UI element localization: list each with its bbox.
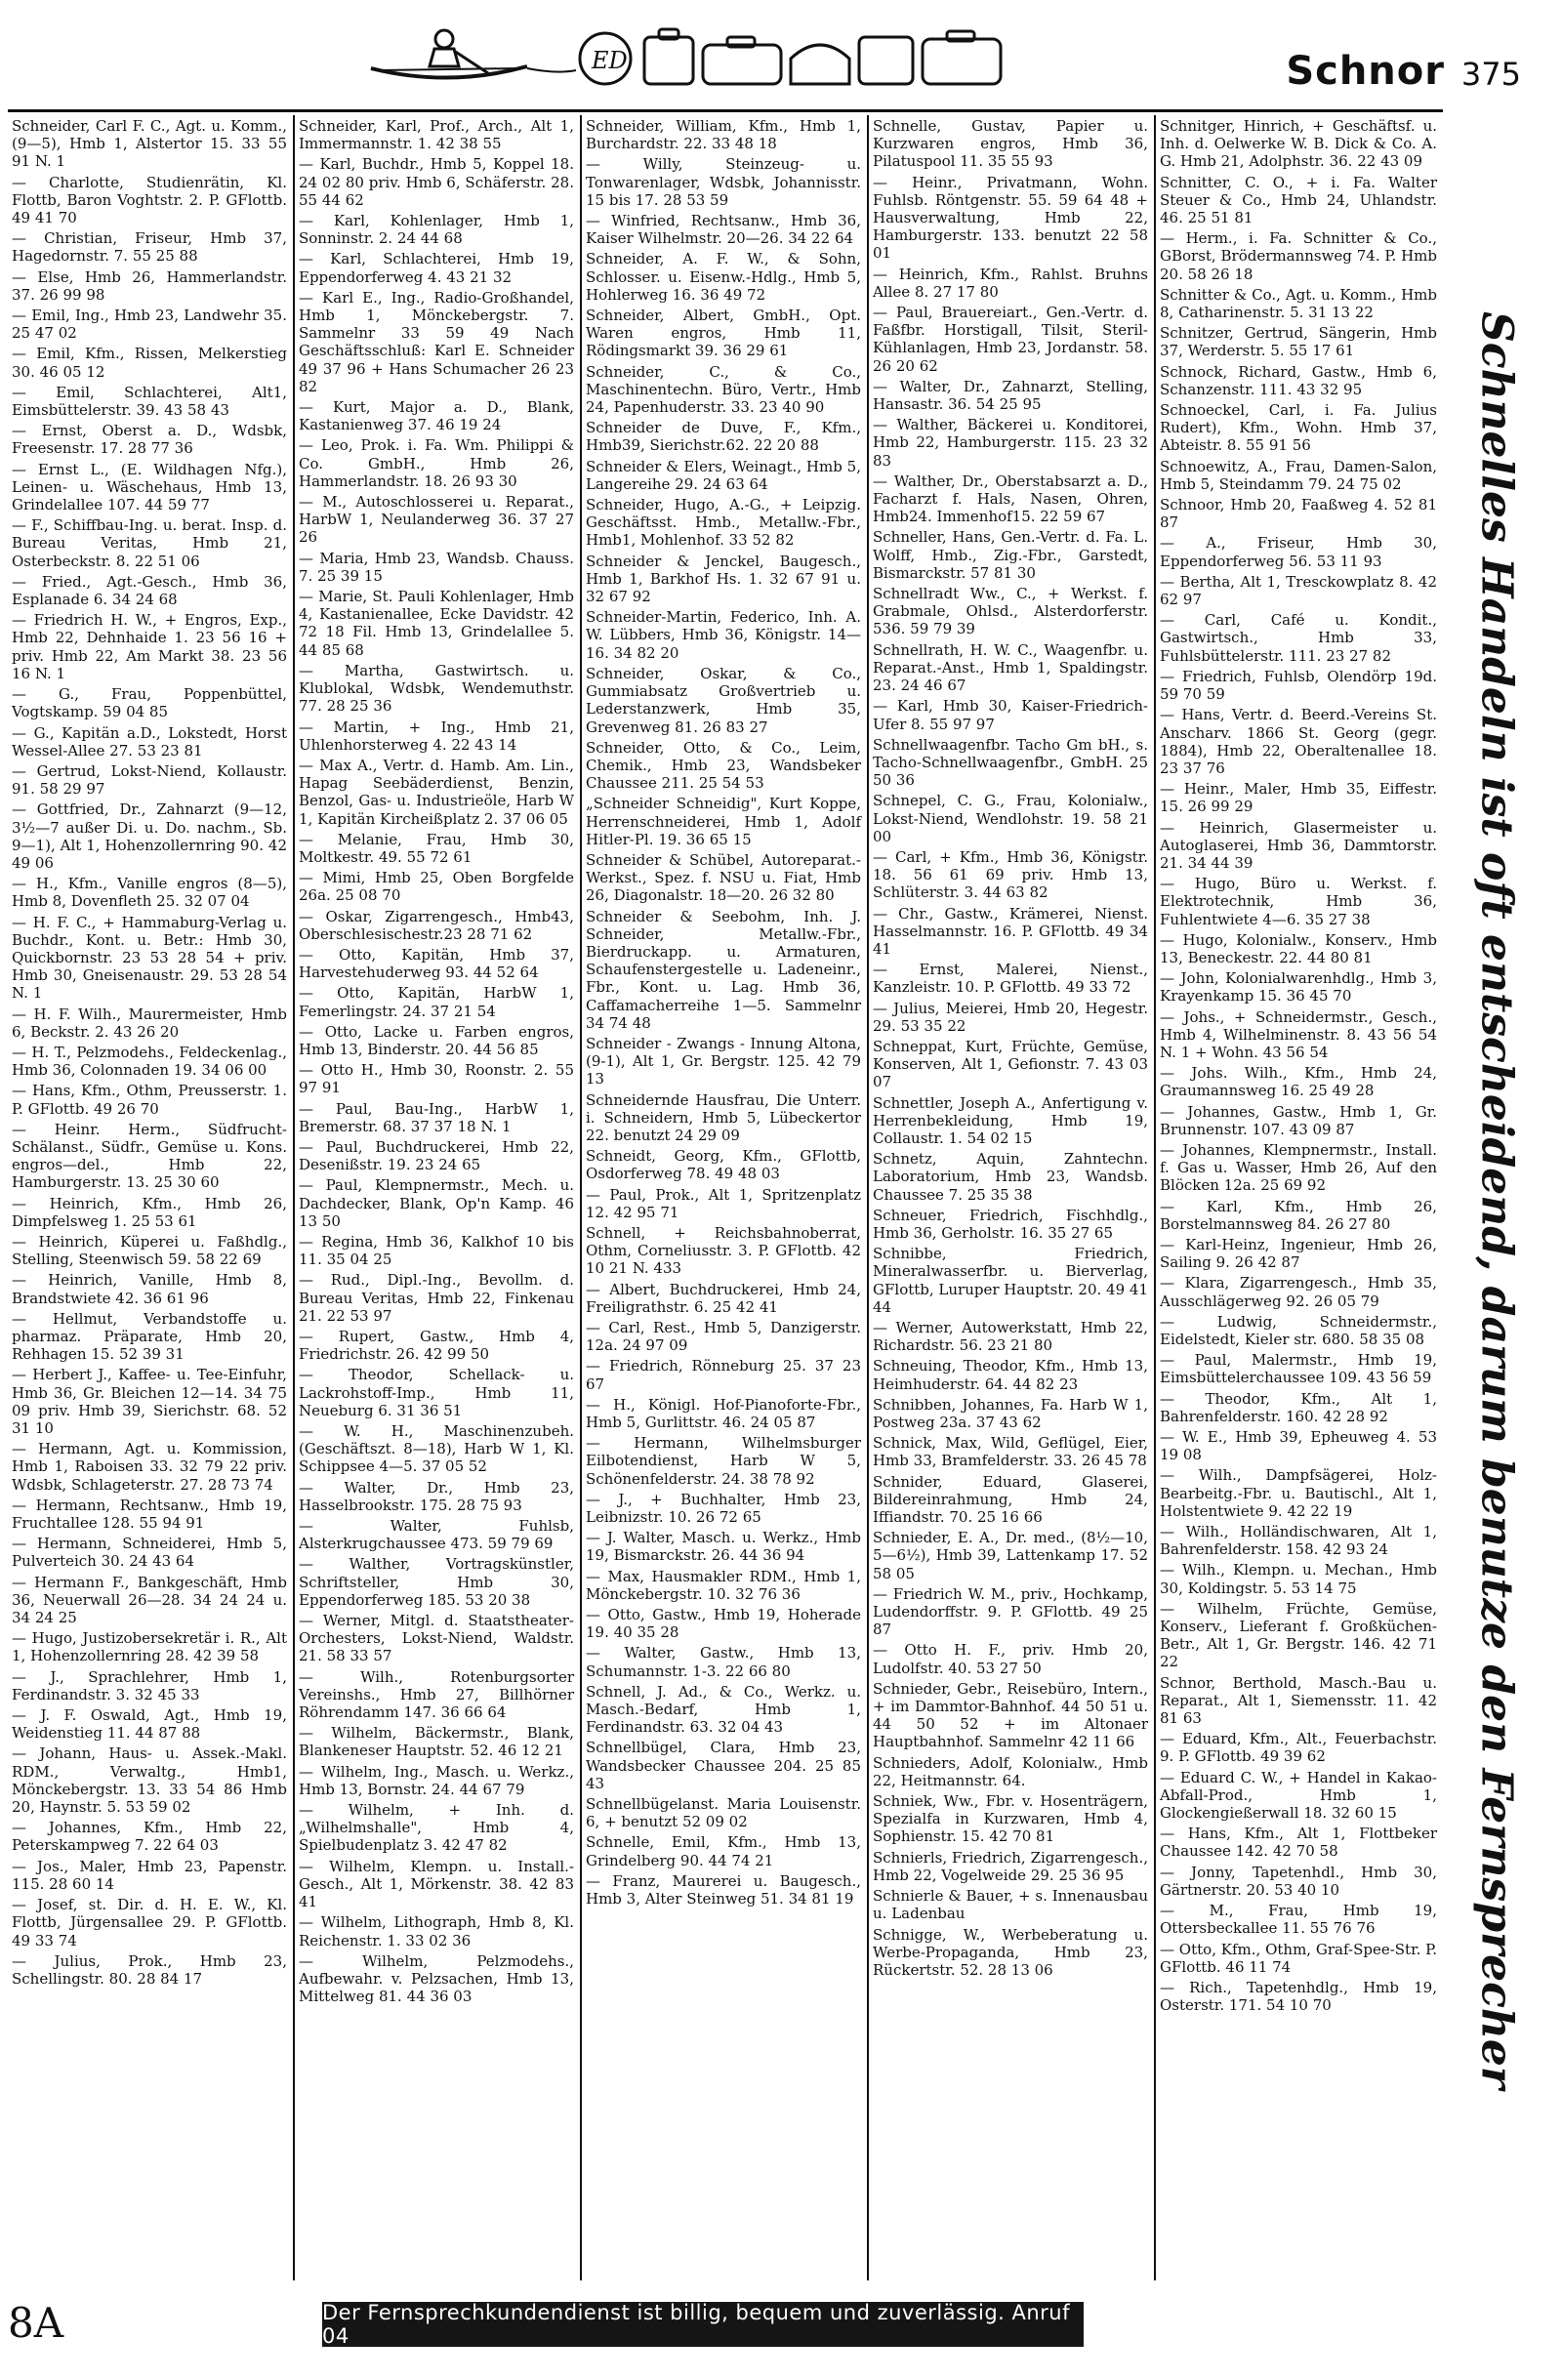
directory-entry: — Eduard C. W., + Handel in Kakao-Abfall-Prod., Hmb 1, Glockengießerwall 18. 32 60 15 bbox=[1160, 1768, 1437, 1823]
page-header bbox=[0, 0, 1562, 117]
directory-entry: — Rich., Tapetenhdlg., Hmb 19, Osterstr. 171. 54 10 70 bbox=[1160, 1978, 1437, 2015]
directory-entry: — Charlotte, Studienrätin, Kl. Flottb, Baron Voghtstr. 2. P. GFlottb. 49 41 70 bbox=[12, 173, 287, 227]
directory-entry: — Wilh., Dampfsägerei, Holz-Bearbeitg.-Fbr. u. Bautischl., Alt 1, Holstentwiete 9. 42 22 19 bbox=[1160, 1466, 1437, 1520]
directory-entry: Schneider, Albert, GmbH., Opt. Waren engros, Hmb 11, Rödingsmarkt 39. 36 29 61 bbox=[586, 307, 861, 360]
directory-entry: Schnieder, E. A., Dr. med., (8½—10, 5—6½), Hmb 39, Lattenkamp 17. 52 58 05 bbox=[873, 1529, 1148, 1582]
directory-entry: — Carl, Rest., Hmb 5, Danzigerstr. 12a. 24 97 09 bbox=[586, 1319, 861, 1355]
directory-entry: — Josef, st. Dir. d. H. E. W., Kl. Flottb, Jürgensallee 29. P. GFlottb. 49 33 74 bbox=[12, 1896, 287, 1949]
directory-entry: — Walther, Vortragskünstler, Schriftsteller, Hmb 30, Eppendorferweg 185. 53 20 38 bbox=[299, 1555, 574, 1609]
directory-entry: — Karl, Buchdr., Hmb 5, Koppel 18. 24 02 80 priv. Hmb 6, Schäferstr. 28. 55 44 62 bbox=[299, 155, 574, 209]
directory-entry: — Walther, Dr., Oberstabsarzt a. D., Facharzt f. Hals, Nasen, Ohren, Hmb24. Immenhof15. 22 59 67 bbox=[873, 472, 1148, 526]
directory-entry: — W. E., Hmb 39, Epheuweg 4. 53 19 08 bbox=[1160, 1428, 1437, 1464]
directory-entry: Schneider, Oskar, & Co., Gummiabsatz Großvertrieb u. Lederstanzwerk, Hmb 35, Grevenweg 81. 26 83 27 bbox=[586, 664, 861, 736]
directory-entry: — A., Friseur, Hmb 30, Eppendorferweg 56. 53 11 93 bbox=[1160, 534, 1437, 570]
directory-entry: Schnitzer, Gertrud, Sängerin, Hmb 37, Werderstr. 5. 55 17 61 bbox=[1160, 324, 1437, 360]
directory-entry: — Theodor, Kfm., Alt 1, Bahrenfelderstr. 160. 42 28 92 bbox=[1160, 1389, 1437, 1425]
directory-entry: — Wilhelm, Lithograph, Hmb 8, Kl. Reichenstr. 1. 33 02 36 bbox=[299, 1913, 574, 1949]
directory-entry: — Johann, Haus- u. Assek.-Makl. RDM., Verwaltg., Hmb1, Mönckebergstr. 13. 33 54 86 Hmb 20, Haynstr. 5. 53 59 02 bbox=[12, 1744, 287, 1817]
directory-entry: — Hugo, Büro u. Werkst. f. Elektrotechnik, Hmb 36, Fuhlentwiete 4—6. 35 27 38 bbox=[1160, 875, 1437, 928]
directory-entry: — M., Autoschlosserei u. Reparat., HarbW 1, Neulanderweg 36. 37 27 26 bbox=[299, 493, 574, 547]
directory-entry: — Leo, Prok. i. Fa. Wm. Philippi & Co. GmbH., Hmb 26, Hammerlandstr. 18. 26 93 30 bbox=[299, 436, 574, 490]
directory-entry: — Heinr., Privatmann, Wohn. Fuhlsb. Röntgenstr. 55. 59 64 48 + Hausverwaltung, Hmb 22, Hamburgerstr. 133. benutzt 22 58 01 bbox=[873, 173, 1148, 263]
directory-entry: — Oskar, Zigarrengesch., Hmb43, Oberschlesischestr.23 28 71 62 bbox=[299, 907, 574, 943]
directory-entry: — John, Kolonialwarenhdlg., Hmb 3, Krayenkamp 15. 36 45 70 bbox=[1160, 969, 1437, 1005]
directory-entry: — Bertha, Alt 1, Tresckowplatz 8. 42 62 97 bbox=[1160, 572, 1437, 609]
directory-entry: — Wilh., Holländischwaren, Alt 1, Bahrenfelderstr. 158. 42 93 24 bbox=[1160, 1523, 1437, 1559]
directory-entry: — Chr., Gastw., Krämerei, Nienst. Hasselmannstr. 16. P. GFlottb. 49 34 41 bbox=[873, 904, 1148, 958]
directory-entry: — J., + Buchhalter, Hmb 23, Leibnizstr. 10. 26 72 65 bbox=[586, 1490, 861, 1527]
directory-entry: — Werner, Mitgl. d. Staatstheater-Orchesters, Lokst-Niend, Waldstr. 21. 58 33 57 bbox=[299, 1612, 574, 1665]
directory-entry: — Otto H. F., priv. Hmb 20, Ludolfstr. 40. 53 27 50 bbox=[873, 1641, 1148, 1677]
directory-entry: — Gottfried, Dr., Zahnarzt (9—12, 3½—7 außer Di. u. Do. nachm., Sb. 9—1), Alt 1, Hohenzollernring 90. 42 49 06 bbox=[12, 800, 287, 872]
directory-entry: — Walter, Gastw., Hmb 13, Schumannstr. 1-3. 22 66 80 bbox=[586, 1644, 861, 1680]
directory-entry: Schneider & Schübel, Autoreparat.-Werkst., Spez. f. NSU u. Fiat, Hmb 26, Diagonalstr. 18—20. 26 32 80 bbox=[586, 850, 861, 905]
sidebar-slogan: Schnelles Handeln ist oft entscheidend, darum benutze den Fernsprecher bbox=[1471, 311, 1522, 2090]
directory-entry: — Walther, Bäckerei u. Konditorei, Hmb 22, Hamburgerstr. 115. 23 32 83 bbox=[873, 416, 1148, 470]
directory-entry: — Otto, Kapitän, Hmb 37, Harvestehuderweg 93. 44 52 64 bbox=[299, 945, 574, 982]
footer-page-label: 8A bbox=[8, 2299, 64, 2347]
directory-column bbox=[295, 115, 582, 2280]
directory-entry: Schnider, Eduard, Glaserei, Bildereinrahmung, Hmb 24, Iffiandstr. 70. 25 16 66 bbox=[873, 1472, 1148, 1527]
directory-entry: — Hermann, Rechtsanw., Hmb 19, Fruchtallee 128. 55 94 91 bbox=[12, 1496, 287, 1533]
directory-entry: — Heinrich, Vanille, Hmb 8, Brandstwiete 42. 36 61 96 bbox=[12, 1271, 287, 1307]
directory-entry: — Wilhelm, Klempn. u. Install.-Gesch., Alt 1, Mörkenstr. 38. 42 83 41 bbox=[299, 1857, 574, 1911]
directory-entry: — Franz, Maurerei u. Baugesch., Hmb 3, Alter Steinweg 51. 34 81 19 bbox=[586, 1871, 861, 1908]
directory-entry: — Hermann, Schneiderei, Hmb 5, Pulverteich 30. 24 43 64 bbox=[12, 1535, 287, 1571]
directory-columns bbox=[8, 115, 1443, 2280]
directory-entry: — F., Schiffbau-Ing. u. berat. Insp. d. Bureau Veritas, Hmb 21, Osterbeckstr. 8. 22 51 06 bbox=[12, 516, 287, 570]
directory-entry: Schnibben, Johannes, Fa. Harb W 1, Postweg 23a. 37 43 62 bbox=[873, 1395, 1148, 1432]
directory-entry: Schnellrath, H. W. C., Waagenfbr. u. Reparat.-Anst., Hmb 1, Spaldingstr. 23. 24 46 67 bbox=[873, 640, 1148, 695]
directory-entry: — Julius, Prok., Hmb 23, Schellingstr. 80. 28 84 17 bbox=[12, 1951, 287, 1988]
directory-entry: — Hans, Kfm., Alt 1, Flottbeker Chaussee 142. 42 70 58 bbox=[1160, 1825, 1437, 1861]
directory-entry: — Winfried, Rechtsanw., Hmb 36, Kaiser Wilhelmstr. 20—26. 34 22 64 bbox=[586, 212, 861, 248]
directory-entry: — H. F. C., + Hammaburg-Verlag u. Buchdr., Kont. u. Betr.: Hmb 30, Quickbornstr. 23 53 28 54 + priv. Hmb 30, Gneisenaustr. 29. 53 28 54 N. 1 bbox=[12, 913, 287, 1003]
directory-entry: Schnell, + Reichsbahnoberrat, Othm, Corneliusstr. 3. P. GFlottb. 42 10 21 N. 433 bbox=[586, 1223, 861, 1278]
directory-entry: — Wilhelm, Früchte, Gemüse, Konserv., Lieferant f. Großküchen-Betr., Alt 1, Gr. Bergstr. 146. 42 71 22 bbox=[1160, 1599, 1437, 1671]
directory-entry: — M., Frau, Hmb 19, Ottersbeckallee 11. 55 76 76 bbox=[1160, 1902, 1437, 1938]
directory-column bbox=[8, 115, 295, 2280]
monogram-text: ED bbox=[592, 47, 628, 74]
directory-entry: Schneider, C., & Co., Maschinentechn. Büro, Vertr., Hmb 24, Papenhuderstr. 33. 23 40 90 bbox=[586, 362, 861, 417]
directory-entry: — Karl, Kfm., Hmb 26, Borstelmannsweg 84. 26 27 80 bbox=[1160, 1197, 1437, 1233]
directory-entry: — Hermann F., Bankgeschäft, Hmb 36, Neuerwall 26—28. 34 24 24 u. 34 24 25 bbox=[12, 1573, 287, 1627]
directory-entry: Schnellradt Ww., C., + Werkst. f. Grabmale, Ohlsd., Alsterdorferstr. 536. 59 79 39 bbox=[873, 585, 1148, 638]
directory-entry: Schnettler, Joseph A., Anfertigung v. Herrenbekleidung, Hmb 19, Collaustr. 1. 54 02 15 bbox=[873, 1093, 1148, 1147]
directory-entry: — W. H., Maschinenzubeh. (Geschäftszt. 8—18), Harb W 1, Kl. Schippsee 4—5. 37 05 52 bbox=[299, 1422, 574, 1476]
directory-entry: Schnitter & Co., Agt. u. Komm., Hmb 8, Catharinenstr. 5. 31 13 22 bbox=[1160, 285, 1437, 322]
directory-entry: — Klara, Zigarrengesch., Hmb 35, Ausschlägerweg 92. 26 05 79 bbox=[1160, 1274, 1437, 1310]
directory-entry: — Mimi, Hmb 25, Oben Borgfelde 26a. 25 08 70 bbox=[299, 869, 574, 905]
directory-entry: Schnierle & Bauer, + s. Innenausbau u. Ladenbau bbox=[873, 1887, 1148, 1923]
directory-entry: — Heinr. Herm., Südfrucht-Schälanst., Südfr., Gemüse u. Kons. engros—del., Hmb 22, Hamburgerstr. 13. 25 30 60 bbox=[12, 1120, 287, 1192]
directory-entry: — Paul, Prok., Alt 1, Spritzenplatz 12. 42 95 71 bbox=[586, 1185, 861, 1221]
directory-entry: — Wilh., Rotenburgsorter Vereinshs., Hmb 27, Billhörner Röhrendamm 147. 36 66 64 bbox=[299, 1667, 574, 1722]
directory-entry: — Johannes, Kfm., Hmb 22, Peterskampweg 7. 22 64 03 bbox=[12, 1819, 287, 1855]
directory-entry: — Jonny, Tapetenhdl., Hmb 30, Gärtnerstr. 20. 53 40 10 bbox=[1160, 1863, 1437, 1899]
footer-banner: Der Fernsprechkundendienst ist billig, bequem und zuverlässig. Anruf 04 bbox=[322, 2302, 1084, 2347]
directory-entry: — H., Kfm., Vanille engros (8—5), Hmb 8, Dovenfleth 25. 32 07 04 bbox=[12, 875, 287, 911]
directory-entry: Schnellwaagenfbr. Tacho Gm bH., s. Tacho-Schnellwaagenfbr., GmbH. 25 50 36 bbox=[873, 735, 1148, 790]
directory-entry: — Paul, Buchdruckerei, Hmb 22, Desenißstr. 19. 23 24 65 bbox=[299, 1137, 574, 1174]
directory-entry: — Jos., Maler, Hmb 23, Papenstr. 115. 28 60 14 bbox=[12, 1857, 287, 1893]
directory-entry: — Heinrich, Kfm., Rahlst. Bruhns Allee 8. 27 17 80 bbox=[873, 265, 1148, 301]
directory-entry: Schnetz, Aquin, Zahntechn. Laboratorium, Hmb 23, Wandsb. Chaussee 7. 25 35 38 bbox=[873, 1150, 1148, 1204]
directory-entry: — Otto, Kfm., Othm, Graf-Spee-Str. P. GFlottb. 46 11 74 bbox=[1160, 1940, 1437, 1976]
directory-entry: Schnell, J. Ad., & Co., Werkz. u. Masch.-Bedarf, Hmb 1, Ferdinandstr. 63. 32 04 43 bbox=[586, 1682, 861, 1737]
directory-entry: — Max A., Vertr. d. Hamb. Am. Lin., Hapag Seebäderdienst, Benzin, Benzol, Gas- u. Industrieöle, Harb W 1, Kapitän Kircheißplatz 2. 37 06 05 bbox=[299, 756, 574, 828]
directory-entry: — Johannes, Klempnermstr., Install. f. Gas u. Wasser, Hmb 26, Auf den Blöcken 12a. 25 69 92 bbox=[1160, 1140, 1437, 1195]
directory-entry: — Max, Hausmakler RDM., Hmb 1, Mönckebergstr. 10. 32 76 36 bbox=[586, 1567, 861, 1603]
directory-column bbox=[582, 115, 869, 2280]
directory-entry: — Rupert, Gastw., Hmb 4, Friedrichstr. 26. 42 99 50 bbox=[299, 1328, 574, 1364]
directory-entry: — Ernst, Malerei, Nienst., Kanzleistr. 10. P. GFlottb. 49 33 72 bbox=[873, 961, 1148, 997]
directory-column bbox=[869, 115, 1156, 2280]
directory-entry: — Albert, Buchdruckerei, Hmb 24, Freiligrathstr. 6. 25 42 41 bbox=[586, 1280, 861, 1316]
directory-entry: Schneider, Carl F. C., Agt. u. Komm., (9—5), Hmb 1, Alstertor 15. 33 55 91 N. 1 bbox=[12, 117, 287, 171]
directory-entry: — Ernst L., (E. Wildhagen Nfg.), Leinen- u. Wäschehaus, Hmb 13, Grindelallee 107. 44 59 77 bbox=[12, 460, 287, 514]
directory-entry: Schneider de Duve, F., Kfm., Hmb39, Sierichstr.62. 22 20 88 bbox=[586, 419, 861, 455]
sidebar-slogan-area bbox=[1443, 127, 1550, 2275]
directory-entry: Schnoor, Hmb 20, Faaßweg 4. 52 81 87 bbox=[1160, 496, 1437, 532]
directory-entry: Schneider, Karl, Prof., Arch., Alt 1, Immermannstr. 1. 42 38 55 bbox=[299, 117, 574, 153]
directory-entry: — G., Frau, Poppenbüttel, Vogtskamp. 59 04 85 bbox=[12, 685, 287, 721]
directory-entry: Schnitger, Hinrich, + Geschäftsf. u. Inh. d. Oelwerke W. B. Dick & Co. A. G. Hmb 21, Adolphstr. 36. 22 43 09 bbox=[1160, 117, 1437, 171]
directory-entry: — Kurt, Major a. D., Blank, Kastanienweg 37. 46 19 24 bbox=[299, 398, 574, 434]
directory-entry: — Johs. Wilh., Kfm., Hmb 24, Graumannsweg 16. 25 49 28 bbox=[1160, 1064, 1437, 1100]
directory-entry: — Karl, Hmb 30, Kaiser-Friedrich-Ufer 8. 55 97 97 bbox=[873, 697, 1148, 733]
directory-entry: — H. F. Wilh., Maurermeister, Hmb 6, Beckstr. 2. 43 26 20 bbox=[12, 1005, 287, 1041]
directory-entry: — Otto H., Hmb 30, Roonstr. 2. 55 97 91 bbox=[299, 1061, 574, 1097]
directory-entry: Schneidernde Hausfrau, Die Unterr. i. Schneidern, Hmb 5, Lübeckertor 22. benutzt 24 29 09 bbox=[586, 1090, 861, 1144]
directory-entry: — Ernst, Oberst a. D., Wdsbk, Freesenstr. 17. 28 77 36 bbox=[12, 422, 287, 458]
directory-entry: Schneider-Martin, Federico, Inh. A. W. Lübbers, Hmb 36, Königstr. 14—16. 34 82 20 bbox=[586, 608, 861, 662]
directory-entry: — Wilhelm, Ing., Masch. u. Werkz., Hmb 13, Bornstr. 24. 44 67 79 bbox=[299, 1762, 574, 1798]
directory-entry: — Martin, + Ing., Hmb 21, Uhlenhorsterweg 4. 22 43 14 bbox=[299, 718, 574, 754]
directory-entry: — Otto, Kapitän, HarbW 1, Femerlingstr. 24. 37 21 54 bbox=[299, 984, 574, 1020]
directory-entry: — Wilh., Klempn. u. Mechan., Hmb 30, Koldingstr. 5. 53 14 75 bbox=[1160, 1561, 1437, 1597]
directory-entry: — Paul, Malermstr., Hmb 19, Eimsbüttelerchaussee 109. 43 56 59 bbox=[1160, 1351, 1437, 1387]
directory-entry: — Walter, Fuhlsb, Alsterkrugchaussee 473. 59 79 69 bbox=[299, 1517, 574, 1553]
directory-entry: — Friedrich, Rönneburg 25. 37 23 67 bbox=[586, 1357, 861, 1393]
directory-entry: — Else, Hmb 26, Hammerlandstr. 37. 26 99 98 bbox=[12, 267, 287, 304]
directory-entry: — Herbert J., Kaffee- u. Tee-Einfuhr, Hmb 36, Gr. Bleichen 12—14. 34 75 09 priv. Hmb 39, Sierichstr. 68. 52 31 10 bbox=[12, 1366, 287, 1438]
directory-entry: — Melanie, Frau, Hmb 30, Moltkestr. 49. 55 72 61 bbox=[299, 830, 574, 866]
directory-entry: Schneuer, Friedrich, Fischhdlg., Hmb 36, Gerholstr. 16. 35 27 65 bbox=[873, 1206, 1148, 1242]
directory-entry: Schneidt, Georg, Kfm., GFlottb, Osdorferweg 78. 49 48 03 bbox=[586, 1147, 861, 1183]
directory-entry: Schneider, Hugo, A.-G., + Leipzig. Geschäftsst. Hmb., Metallw.-Fbr., Hmb1, Mohlenhof. 33 52 82 bbox=[586, 496, 861, 550]
directory-entry: — Hans, Kfm., Othm, Preusserstr. 1. P. GFlottb. 49 26 70 bbox=[12, 1082, 287, 1118]
directory-entry: — Eduard, Kfm., Alt., Feuerbachstr. 9. P. GFlottb. 49 39 62 bbox=[1160, 1730, 1437, 1766]
directory-entry: Schneider, A. F. W., & Sohn, Schlosser. u. Eisenw.-Hdlg., Hmb 5, Hohlerweg 16. 36 49 72 bbox=[586, 250, 861, 304]
directory-entry: Schnellbügelanst. Maria Louisenstr. 6, + benutzt 52 09 02 bbox=[586, 1795, 861, 1831]
directory-entry: — J. Walter, Masch. u. Werkz., Hmb 19, Bismarckstr. 26. 44 36 94 bbox=[586, 1529, 861, 1565]
directory-entry: — Hugo, Kolonialw., Konserv., Hmb 13, Beneckestr. 22. 44 80 81 bbox=[1160, 930, 1437, 966]
directory-entry: — Regina, Hmb 36, Kalkhof 10 bis 11. 35 04 25 bbox=[299, 1232, 574, 1269]
directory-entry: Schnor, Berthold, Masch.-Bau u. Reparat., Alt 1, Siemensstr. 11. 42 81 63 bbox=[1160, 1673, 1437, 1728]
directory-entry: — Walter, Dr., Hmb 23, Hasselbrookstr. 175. 28 75 93 bbox=[299, 1478, 574, 1514]
directory-entry: — Otto, Lacke u. Farben engros, Hmb 13, Binderstr. 20. 44 56 85 bbox=[299, 1022, 574, 1058]
directory-entry: — Karl, Schlachterei, Hmb 19, Eppendorferweg 4. 43 21 32 bbox=[299, 250, 574, 286]
directory-entry: — Willy, Steinzeug- u. Tonwarenlager, Wdsbk, Johannisstr. 15 bis 17. 28 53 59 bbox=[586, 155, 861, 209]
directory-entry: Schnierls, Friedrich, Zigarrengesch., Hmb 22, Vogelweide 29. 25 36 95 bbox=[873, 1848, 1148, 1884]
directory-entry: — Hermann, Agt. u. Kommission, Hmb 1, Raboisen 33. 32 79 22 priv. Wdsbk, Schlageterstr. 27. 28 73 74 bbox=[12, 1440, 287, 1494]
directory-entry: — Hermann, Wilhelmsburger Eilbotendienst, Harb W 5, Schönenfelderstr. 24. 38 78 92 bbox=[586, 1434, 861, 1488]
directory-entry: — Emil, Kfm., Rissen, Melkerstieg 30. 46 05 12 bbox=[12, 345, 287, 381]
directory-entry: — J. F. Oswald, Agt., Hmb 19, Weidenstieg 11. 44 87 88 bbox=[12, 1706, 287, 1743]
directory-entry: — Rud., Dipl.-Ing., Bevollm. d. Bureau Veritas, Hmb 22, Finkenau 21. 22 53 97 bbox=[299, 1271, 574, 1325]
directory-entry: Schneller, Hans, Gen.-Vertr. d. Fa. L. Wolff, Hmb., Zig.-Fbr., Garstedt, Bismarckstr. 57 81 30 bbox=[873, 528, 1148, 582]
directory-entry: „Schneider Schneidig", Kurt Koppe, Herrenschneiderei, Hmb 1, Adolf Hitler-Pl. 19. 36 65 15 bbox=[586, 795, 861, 848]
directory-entry: — Julius, Meierei, Hmb 20, Hegestr. 29. 53 35 22 bbox=[873, 999, 1148, 1035]
directory-entry: — Carl, Café u. Kondit., Gastwirtsch., Hmb 33, Fuhlsbüttelerstr. 111. 23 27 82 bbox=[1160, 611, 1437, 665]
directory-entry: — G., Kapitän a.D., Lokstedt, Horst Wessel-Allee 27. 53 23 81 bbox=[12, 723, 287, 759]
directory-entry: — Karl, Kohlenlager, Hmb 1, Sonninstr. 2. 24 44 68 bbox=[299, 212, 574, 248]
directory-entry: Schneuing, Theodor, Kfm., Hmb 13, Heimhuderstr. 64. 44 82 23 bbox=[873, 1357, 1148, 1393]
directory-entry: Schnitter, C. O., + i. Fa. Walter Steuer & Co., Hmb 24, Uhlandstr. 46. 25 51 81 bbox=[1160, 173, 1437, 227]
directory-entry: — Wilhelm, + Inh. d. „Wilhelmshalle", Hmb 4, Spielbudenplatz 3. 42 47 82 bbox=[299, 1801, 574, 1855]
directory-entry: — H., Königl. Hof-Pianoforte-Fbr., Hmb 5, Gurlittstr. 46. 24 05 87 bbox=[586, 1395, 861, 1432]
directory-entry: Schnepel, C. G., Frau, Kolonialw., Lokst-Niend, Wendlohstr. 19. 58 21 00 bbox=[873, 792, 1148, 845]
directory-entry: — Fried., Agt.-Gesch., Hmb 36, Esplanade 6. 34 24 68 bbox=[12, 572, 287, 609]
directory-entry: — Marie, St. Pauli Kohlenlager, Hmb 4, Kastanienallee, Ecke Davidstr. 42 72 18 Fil. Hmb 13, Grindelallee 5. 44 85 68 bbox=[299, 588, 574, 659]
directory-entry: — Martha, Gastwirtsch. u. Klublokal, Wdsbk, Wendemuthstr. 77. 28 25 36 bbox=[299, 661, 574, 716]
directory-entry: Schnieder, Gebr., Reisebüro, Intern., + im Dammtor-Bahnhof. 44 50 51 u. 44 50 52 + im Altonaer Hauptbahnhof. Sammelnr 42 11 66 bbox=[873, 1679, 1148, 1751]
page-title: Schnor bbox=[1286, 49, 1445, 94]
directory-entry: — Heinr., Maler, Hmb 35, Eiffestr. 15. 26 99 29 bbox=[1160, 780, 1437, 816]
directory-entry: — Christian, Friseur, Hmb 37, Hagedornstr. 7. 55 25 88 bbox=[12, 229, 287, 266]
directory-entry: Schnigge, W., Werbeberatung u. Werbe-Propaganda, Hmb 23, Rückertstr. 52. 28 13 06 bbox=[873, 1925, 1148, 1979]
directory-entry: — Johannes, Gastw., Hmb 1, Gr. Brunnenstr. 107. 43 09 87 bbox=[1160, 1102, 1437, 1138]
directory-entry: — Otto, Gastw., Hmb 19, Hoherade 19. 40 35 28 bbox=[586, 1606, 861, 1642]
directory-entry: — Hans, Vertr. d. Beerd.-Vereins St. Anscharv. 1866 St. Georg (gegr. 1884), Hmb 22, Oberaltenallee 18. 23 37 76 bbox=[1160, 706, 1437, 777]
directory-entry: — Wilhelm, Bäckermstr., Blank, Blankeneser Hauptstr. 52. 46 12 21 bbox=[299, 1724, 574, 1760]
directory-entry: — Emil, Ing., Hmb 23, Landwehr 35. 25 47 02 bbox=[12, 307, 287, 343]
directory-entry: — Karl E., Ing., Radio-Großhandel, Hmb 1, Mönckebergstr. 7. Sammelnr 33 59 49 Nach Geschäftsschluß: Karl E. Schneider 49 37 96 + Hans Schumacher 26 23 82 bbox=[299, 288, 574, 395]
luggage-boat-logo bbox=[361, 20, 1025, 98]
directory-entry: — Carl, + Kfm., Hmb 36, Königstr. 18. 56 61 69 priv. Hmb 13, Schlüterstr. 3. 44 63 82 bbox=[873, 847, 1148, 902]
page-number: 375 bbox=[1460, 56, 1521, 93]
directory-entry: — Hellmut, Verbandstoffe u. pharmaz. Präparate, Hmb 20, Rehhagen 15. 52 39 31 bbox=[12, 1309, 287, 1364]
directory-entry: — Johs., + Schneidermstr., Gesch., Hmb 4, Wilhelminenstr. 8. 43 56 54 N. 1 + Wohn. 43 56 54 bbox=[1160, 1007, 1437, 1061]
directory-entry: Schnoewitz, A., Frau, Damen-Salon, Hmb 5, Steindamm 79. 24 75 02 bbox=[1160, 457, 1437, 493]
directory-entry: — Gertrud, Lokst-Niend, Kollaustr. 91. 58 29 97 bbox=[12, 761, 287, 799]
directory-entry: — Ludwig, Schneidermstr., Eidelstedt, Kieler str. 680. 58 35 08 bbox=[1160, 1312, 1437, 1348]
directory-entry: — Friedrich W. M., priv., Hochkamp, Ludendorffstr. 9. P. GFlottb. 49 25 87 bbox=[873, 1584, 1148, 1639]
directory-entry: Schnoeckel, Carl, i. Fa. Julius Rudert), Kfm., Wohn. Hmb 37, Abteistr. 8. 55 91 56 bbox=[1160, 401, 1437, 455]
directory-entry: — Herm., i. Fa. Schnitter & Co., GBorst, Brödermannsweg 74. P. Hmb 20. 58 26 18 bbox=[1160, 229, 1437, 283]
directory-entry: — Paul, Bau-Ing., HarbW 1, Bremerstr. 68. 37 37 18 N. 1 bbox=[299, 1099, 574, 1135]
directory-column bbox=[1156, 115, 1443, 2280]
directory-entry: — Heinrich, Glasermeister u. Autoglaserei, Hmb 36, Dammtorstr. 21. 34 44 39 bbox=[1160, 818, 1437, 872]
directory-entry: Schneppat, Kurt, Früchte, Gemüse, Konserven, Alt 1, Gefionstr. 7. 43 03 07 bbox=[873, 1037, 1148, 1091]
directory-entry: Schnellbügel, Clara, Hmb 23, Wandsbecker Chaussee 204. 25 85 43 bbox=[586, 1739, 861, 1792]
directory-entry: Schnelle, Gustav, Papier u. Kurzwaren engros, Hmb 36, Pilatuspool 11. 35 55 93 bbox=[873, 117, 1148, 171]
directory-entry: — H. T., Pelzmodehs., Feldeckenlag., Hmb 36, Colonnaden 19. 34 06 00 bbox=[12, 1043, 287, 1080]
directory-entry: Schnelle, Emil, Kfm., Hmb 13, Grindelberg 90. 44 74 21 bbox=[586, 1833, 861, 1869]
directory-entry: Schnick, Max, Wild, Geflügel, Eier, Hmb 33, Bramfelderstr. 33. 26 45 78 bbox=[873, 1434, 1148, 1470]
directory-entry: — Friedrich H. W., + Engros, Exp., Hmb 22, Dehnhaide 1. 23 56 16 + priv. Hmb 22, Am Markt 38. 23 56 16 N. 1 bbox=[12, 611, 287, 682]
directory-entry: — Walter, Dr., Zahnarzt, Stelling, Hansastr. 36. 54 25 95 bbox=[873, 377, 1148, 414]
directory-entry: — Maria, Hmb 23, Wandsb. Chauss. 7. 25 39 15 bbox=[299, 549, 574, 585]
directory-entry: Schnibbe, Friedrich, Mineralwasserfbr. u. Bierverlag, GFlottb, Luruper Hauptstr. 20. 49 41 44 bbox=[873, 1245, 1148, 1316]
directory-entry: — Emil, Schlachterei, Alt1, Eimsbüttelerstr. 39. 43 58 43 bbox=[12, 383, 287, 420]
directory-entry: — Heinrich, Küperei u. Faßhdlg., Stelling, Steenwisch 59. 58 22 69 bbox=[12, 1232, 287, 1269]
directory-entry: Schnieders, Adolf, Kolonialw., Hmb 22, Heitmannstr. 64. bbox=[873, 1753, 1148, 1789]
directory-entry: — Wilhelm, Pelzmodehs., Aufbewahr. v. Pelzsachen, Hmb 13, Mittelweg 81. 44 36 03 bbox=[299, 1951, 574, 2006]
directory-entry: Schneider & Seebohm, Inh. J. Schneider, Metallw.-Fbr., Bierdruckapp. u. Armaturen, Schaufenstergestelle u. Ladeneinr., Fbr., Kont. u. Lag. Hmb 36, Caffamacherreihe 1—5. Sammelnr 34 74 48 bbox=[586, 907, 861, 1032]
header-rule bbox=[8, 109, 1443, 112]
directory-entry: — Paul, Klempnermstr., Mech. u. Dachdecker, Blank, Op'n Kamp. 46 13 50 bbox=[299, 1176, 574, 1230]
directory-entry: Schnock, Richard, Gastw., Hmb 6, Schanzenstr. 111. 43 32 95 bbox=[1160, 362, 1437, 398]
directory-entry: Schneider, Otto, & Co., Leim, Chemik., Hmb 23, Wandsbeker Chaussee 211. 25 54 53 bbox=[586, 738, 861, 793]
directory-entry: Schneider & Elers, Weinagt., Hmb 5, Langereihe 29. 24 63 64 bbox=[586, 457, 861, 493]
directory-entry: Schneider, William, Kfm., Hmb 1, Burchardstr. 22. 33 48 18 bbox=[586, 117, 861, 153]
directory-entry: — Friedrich, Fuhlsb, Olendörp 19d. 59 70 59 bbox=[1160, 667, 1437, 704]
directory-entry: — Heinrich, Kfm., Hmb 26, Dimpfelsweg 1. 25 53 61 bbox=[12, 1194, 287, 1230]
directory-entry: — Theodor, Schellack- u. Lackrohstoff-Imp., Hmb 11, Neueburg 6. 31 36 51 bbox=[299, 1366, 574, 1419]
directory-entry: — Hugo, Justizobersekretär i. R., Alt 1, Hohenzollernring 28. 42 39 58 bbox=[12, 1629, 287, 1665]
directory-entry: — Karl-Heinz, Ingenieur, Hmb 26, Sailing 9. 26 42 87 bbox=[1160, 1235, 1437, 1272]
directory-entry: Schneider & Jenckel, Baugesch., Hmb 1, Barkhof Hs. 1. 32 67 91 u. 32 67 92 bbox=[586, 552, 861, 606]
directory-entry: — J., Sprachlehrer, Hmb 1, Ferdinandstr. 3. 32 45 33 bbox=[12, 1667, 287, 1703]
directory-entry: Schneider - Zwangs - Innung Altona, (9-1), Alt 1, Gr. Bergstr. 125. 42 79 13 bbox=[586, 1034, 861, 1088]
directory-entry: — Paul, Brauereiart., Gen.-Vertr. d. Faßfbr. Horstigall, Tilsit, Steril-Kühlanlagen, Hmb 23, Jordanstr. 58. 26 20 62 bbox=[873, 304, 1148, 375]
directory-entry: — Werner, Autowerkstatt, Hmb 22, Richardstr. 56. 23 21 80 bbox=[873, 1319, 1148, 1355]
directory-entry: Schniek, Ww., Fbr. v. Hosenträgern, Spezialfa in Kurzwaren, Hmb 4, Sophienstr. 15. 42 70 81 bbox=[873, 1792, 1148, 1846]
